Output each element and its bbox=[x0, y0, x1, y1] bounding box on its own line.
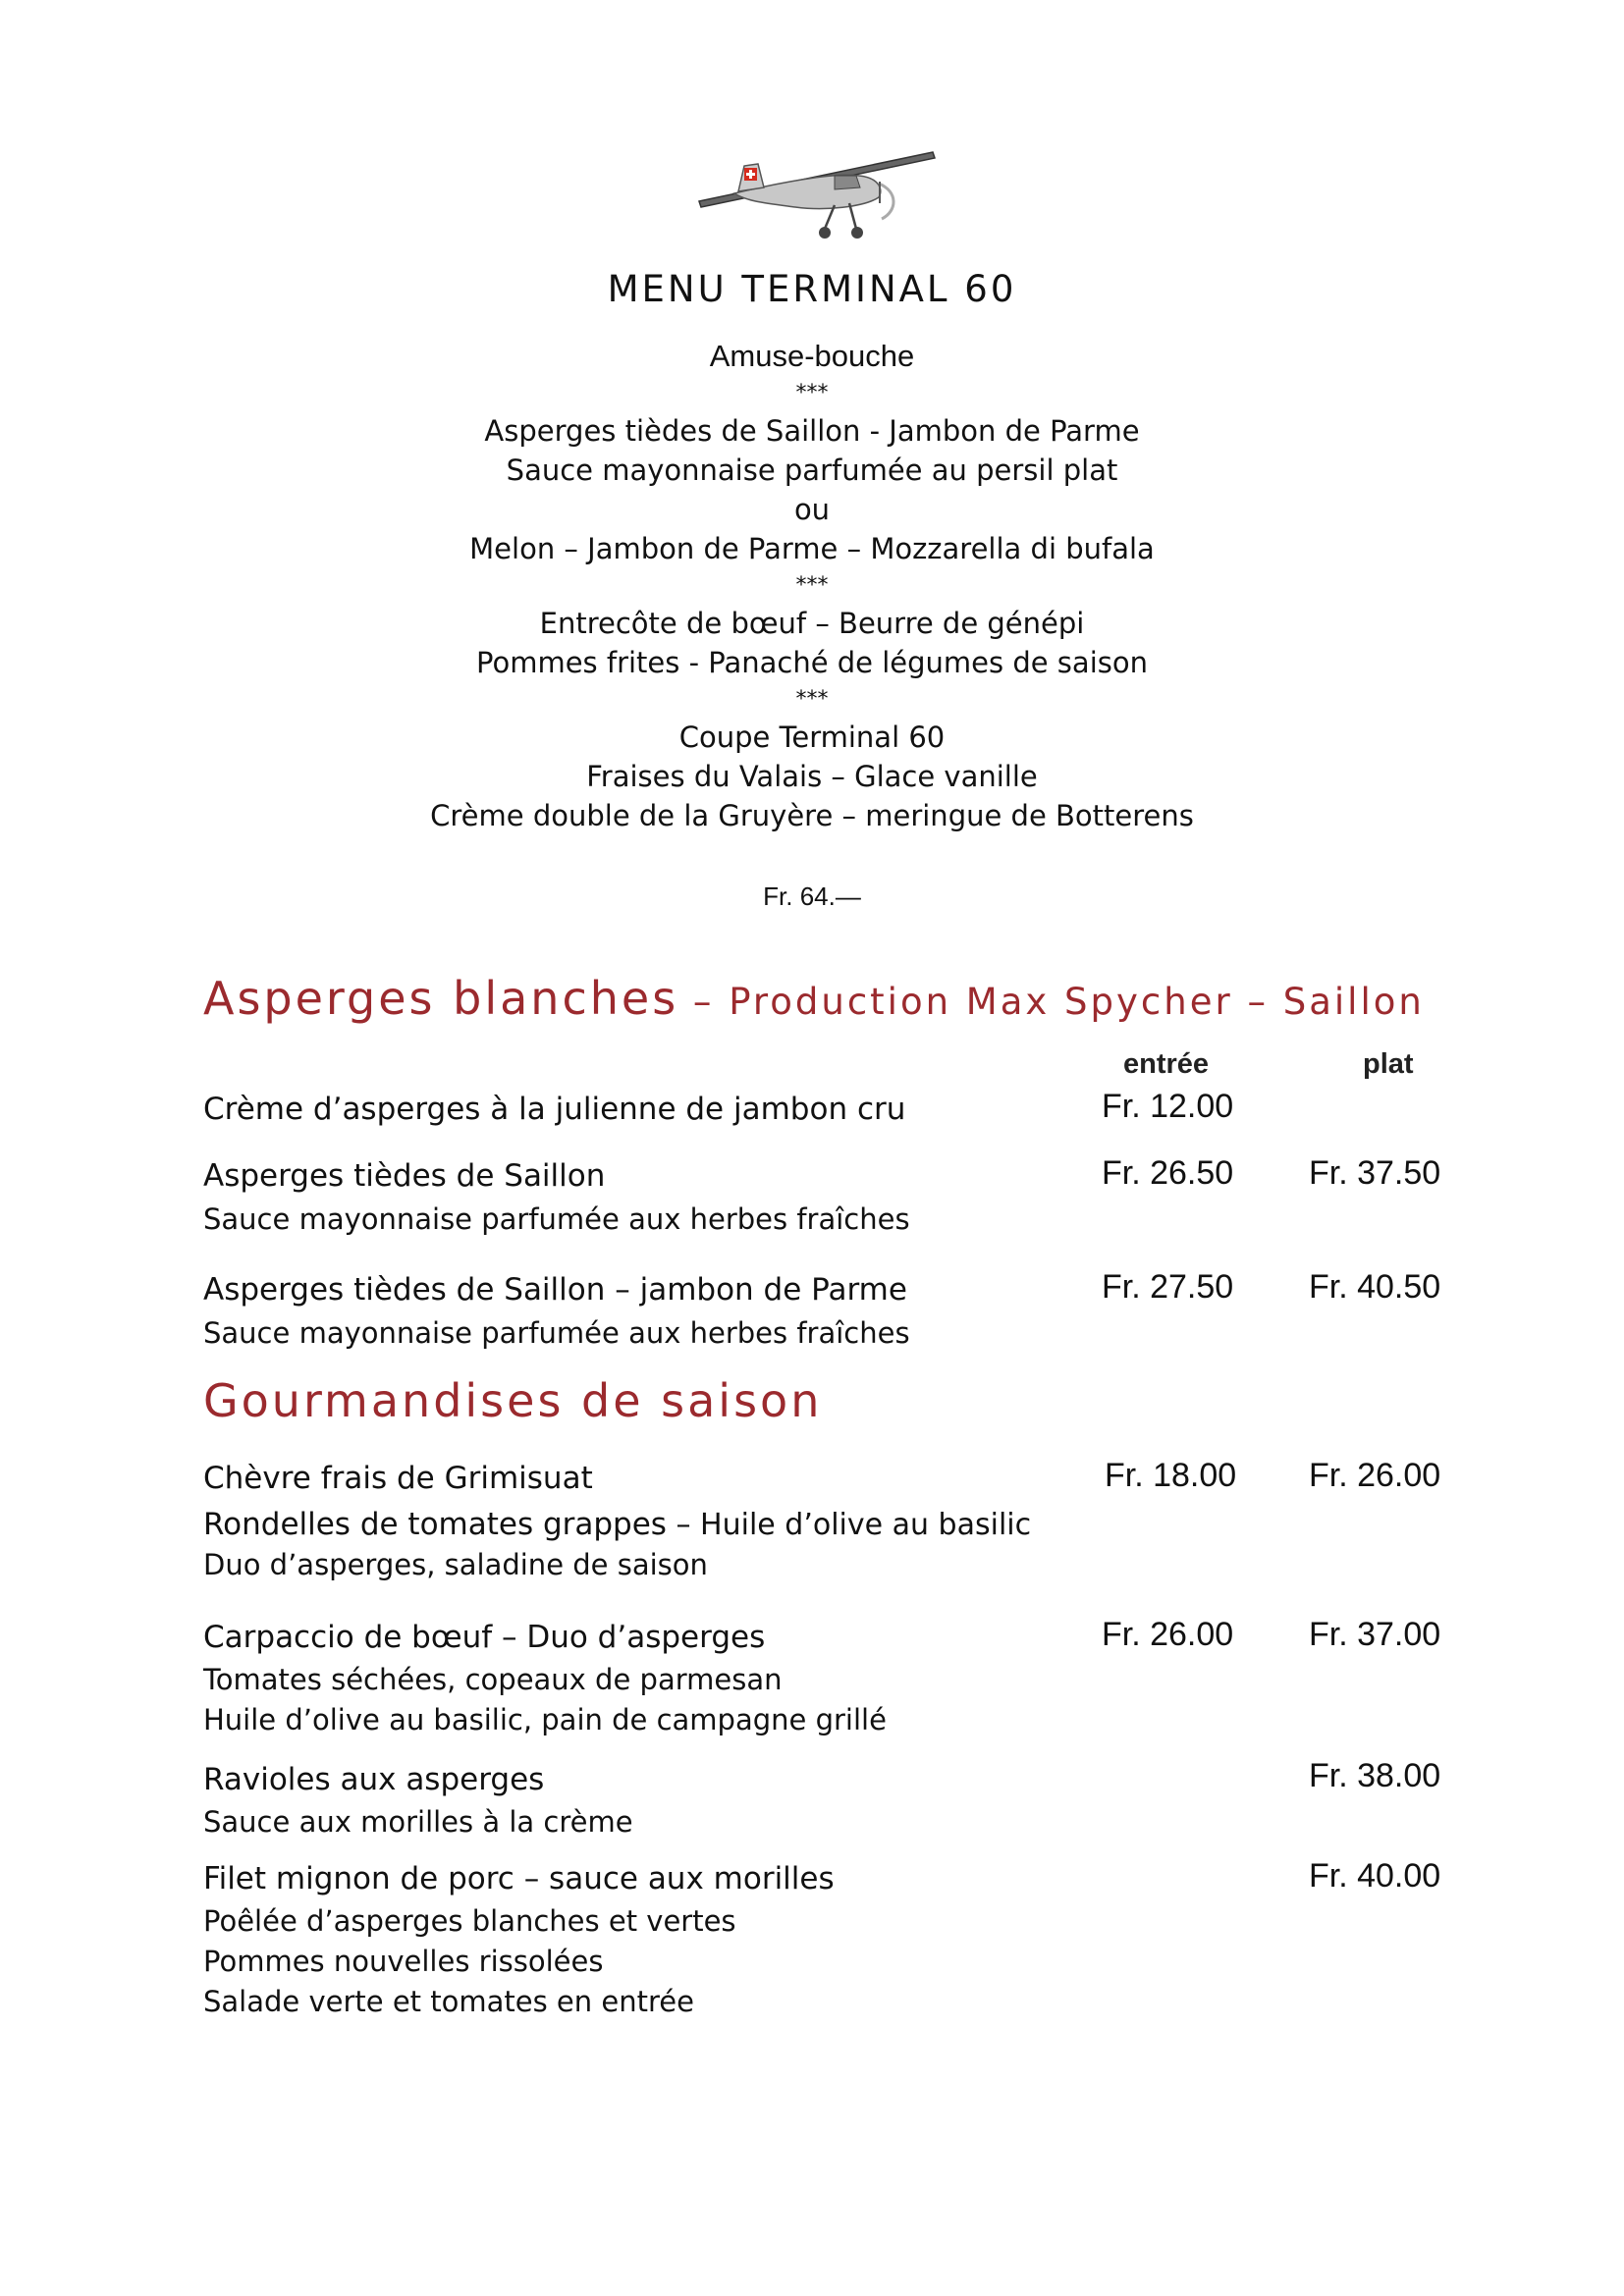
item-price-plat: Fr. 37.00 bbox=[1309, 1616, 1441, 1653]
item-name: Asperges tièdes de Saillon – jambon de Parme bbox=[203, 1272, 907, 1308]
set-menu-line: Fraises du Valais – Glace vanille bbox=[586, 760, 1038, 793]
set-menu-line: ou bbox=[793, 493, 831, 526]
set-menu-line: Pommes frites - Panaché de légumes de saison bbox=[476, 646, 1148, 679]
item-price-plat: Fr. 40.50 bbox=[1309, 1268, 1441, 1306]
item-name: Carpaccio de bœuf – Duo d’asperges bbox=[203, 1620, 766, 1655]
item-name: Ravioles aux asperges bbox=[203, 1762, 545, 1797]
item-description: Tomates séchées, copeaux de parmesan bbox=[203, 1663, 783, 1696]
set-menu-line: Asperges tièdes de Saillon - Jambon de Parme bbox=[484, 414, 1140, 448]
item-price-entree: Fr. 26.00 bbox=[1102, 1616, 1234, 1653]
item-price-plat: Fr. 40.00 bbox=[1309, 1857, 1441, 1895]
set-menu-separator: *** bbox=[795, 687, 829, 712]
section-subtitle: – Production Max Spycher – Saillon bbox=[678, 981, 1425, 1023]
item-name: Crème d’asperges à la julienne de jambon cru bbox=[203, 1092, 906, 1127]
item-price-entree: Fr. 26.50 bbox=[1102, 1154, 1234, 1192]
set-menu-line: Sauce mayonnaise parfumée au persil plat bbox=[506, 454, 1118, 487]
item-description: Huile d’olive au basilic, pain de campagne grillé bbox=[203, 1703, 887, 1736]
item-price-plat: Fr. 38.00 bbox=[1309, 1757, 1441, 1794]
item-name-secondary bbox=[203, 1507, 1031, 1542]
section-title-asperges bbox=[203, 972, 1425, 1025]
set-menu-line: Coupe Terminal 60 bbox=[678, 721, 946, 754]
item-description: Salade verte et tomates en entrée bbox=[203, 1985, 694, 2018]
item-description: Sauce aux morilles à la crème bbox=[203, 1805, 633, 1839]
item-price-entree: Fr. 27.50 bbox=[1102, 1268, 1234, 1306]
set-menu-line: Crème double de la Gruyère – meringue de Botterens bbox=[430, 799, 1194, 832]
item-description: Sauce mayonnaise parfumée aux herbes fraîches bbox=[203, 1316, 910, 1350]
item-price-plat: Fr. 37.50 bbox=[1309, 1154, 1441, 1192]
column-header-entree: entrée bbox=[1123, 1048, 1210, 1080]
set-menu-line: Entrecôte de bœuf – Beurre de génépi bbox=[539, 607, 1085, 640]
set-menu-separator: *** bbox=[795, 381, 829, 405]
item-price-entree: Fr. 18.00 bbox=[1105, 1457, 1237, 1494]
set-menu-line: Amuse-bouche bbox=[709, 339, 915, 373]
section-title-gourmandises: Gourmandises de saison bbox=[203, 1374, 823, 1427]
airplane-icon bbox=[687, 142, 943, 250]
item-name: Filet mignon de porc – sauce aux morilles bbox=[203, 1861, 835, 1896]
set-menu-price: Fr. 64.— bbox=[763, 881, 861, 911]
column-header-plat: plat bbox=[1363, 1048, 1414, 1080]
menu-title: MENU TERMINAL 60 bbox=[607, 268, 1017, 310]
item-description: Pommes nouvelles rissolées bbox=[203, 1945, 604, 1978]
item-description: Poêlée d’asperges blanches et vertes bbox=[203, 1904, 736, 1938]
set-menu-separator: *** bbox=[795, 573, 829, 598]
item-name: Chèvre frais de Grimisuat bbox=[203, 1461, 593, 1496]
item-description: Sauce mayonnaise parfumée aux herbes fraîches bbox=[203, 1202, 910, 1236]
set-menu-courses bbox=[0, 337, 1624, 835]
item-name: Asperges tièdes de Saillon bbox=[203, 1158, 606, 1194]
item-description: Duo d’asperges, saladine de saison bbox=[203, 1548, 708, 1581]
set-menu-line: Melon – Jambon de Parme – Mozzarella di bufala bbox=[469, 532, 1155, 565]
item-name-rest: – Huile d’olive au basilic bbox=[666, 1508, 1032, 1542]
section-title-main: Asperges blanches bbox=[203, 972, 679, 1025]
item-price-entree: Fr. 12.00 bbox=[1102, 1088, 1234, 1125]
item-name-part: Rondelles de tomates grappes bbox=[203, 1507, 667, 1542]
item-price-plat: Fr. 26.00 bbox=[1309, 1457, 1441, 1494]
